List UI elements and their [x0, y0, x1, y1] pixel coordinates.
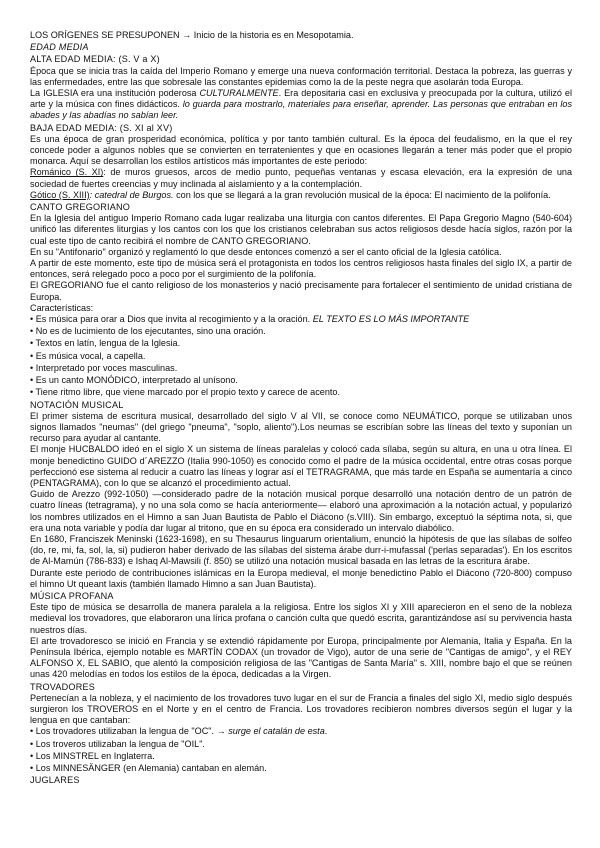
alta-paragraph-2 [30, 88, 572, 122]
caracteristicas-heading: Características: [30, 302, 94, 313]
list-item: • Los MINSTREL en Inglaterra. [30, 751, 572, 762]
trovadores-heading: TROVADORES [30, 681, 95, 692]
edad-media-heading: EDAD MEDIA [30, 42, 89, 53]
profana-paragraph-1: Este tipo de música se desarrolla de manera paralela a la religiosa. Entre los siglos XI y XIII aparecieron en el seno de la nobleza medieval los trovadores, que elaboraron una lírica profana o canción culta que quedó escrita, garantizándose así su pervivencia hasta nuestros días. [30, 602, 572, 635]
list-item: • Textos en latín, lengua de la Iglesia. [30, 338, 572, 349]
list-item-text: Es música para orar a Dios que invita al recogimiento y a la oración. [35, 314, 313, 325]
list-item-emphasis: EL TEXTO ES LO MÁS IMPORTANTE [312, 314, 470, 325]
notacion-musical-heading: NOTACIÓN MUSICAL [30, 399, 124, 410]
list-item: • Tiene ritmo libre, que viene marcado por el propio texto y carece de acento. [30, 387, 572, 398]
alta-edad-media-heading: ALTA EDAD MEDIA: (S. V a X) [30, 54, 160, 65]
list-item-period: . [324, 726, 328, 737]
juglares-heading: JUGLARES [30, 775, 80, 786]
canto-paragraph-2: En su "Antifonario" organizó y reglamentó lo que desde entonces comenzó a ser el canto oficial de la Iglesia católica. [30, 246, 502, 257]
notacion-paragraph-4: En 1680, Franciszek Meninski (1623-1698), en su Thesaurus linguarum orientalium, enunció la hipótesis de que las sílabas de solfeo (do, re, mi, fa, sol, la, si) pudieron haber derivado de las sílabas del sistema árabe durr-i-mufassal ('perlas separadas'). En los escritos de Al-Mamún (786-833) e Ishaq Al-Mawsili (f. 850) se utilizó una notación musical basada en las letras de la escritura árabe. [30, 533, 572, 567]
alta-p2-text: La IGLESIA era una institución poderosa [30, 88, 200, 99]
intro-line [30, 30, 572, 41]
canto-paragraph-1: En la Iglesia del antiguo Imperio Romano cada lugar realizaba una liturgia con cantos diferentes. El Papa Gregorio Magno (540-604) unificó las diferentes liturgias y los cantos con los que los cristianos celebraban sus actos religiosos desde hacía siglos, razón por la cual este tipo de canto recibirá el nombre de CANTO GREGORIANO. [30, 213, 572, 246]
list-item-emphasis: → surge el catalán de esta [216, 726, 325, 737]
alta-p2-text-b: . Era depositaria casi en exclusiva y preocupada por la cultura, utilizó el arte y la música con fines didácticos. [30, 88, 572, 110]
gotico-text: con los que se llegará a la gran revolución musical de la época: El nacimiento de la polifonía. [173, 189, 551, 200]
intro-text-after: Inicio de la historia es en Mesopotamia. [191, 30, 354, 40]
intro-text: LOS ORÍGENES SE PRESUPONEN [30, 30, 180, 40]
list-item-text: Los trovadores utilizaban la lengua de "OC". [35, 726, 217, 737]
baja-paragraph-1: Es una época de gran prosperidad económica, política y por tanto también cultural. Es la época del feudalismo, en la que el rey concede poder a algunos nobles que se convierten en terratenientes y que en ocasiones llegarán a tener más poder que el propio monarca. Aquí se desarrollan los estilos artísticos más importantes de este periodo: [30, 133, 572, 167]
list-item [30, 726, 572, 737]
romanico-text: : de muros gruesos, arcos de medio punto, pequeñas ventanas y escasa elevación, era la expresión de una sociedad de fuertes creencias y muy inclinada al aislamiento y a la contemplación. [30, 167, 573, 189]
gotico-paragraph [30, 190, 572, 201]
gotico-label: Gótico (S. XIII) [30, 189, 90, 200]
caracteristicas-list [30, 314, 572, 398]
alta-p2-italic-note: lo guarda para mostrarlo, materiales para enseñar, aprender. Las personas que entraban en los abades y las abadías no sabían leer. [30, 99, 573, 121]
musica-profana-heading: MÚSICA PROFANA [30, 590, 114, 601]
list-item: • Los troveros utilizaban la lengua de "OIL". [30, 739, 572, 750]
trovadores-paragraph-1: Pertenecían a la nobleza, y el nacimiento de los trovadores tuvo lugar en el sur de Francia a finales del siglo XI, medio siglo después surgieron los TROVEROS en el Norte y en el centro de Francia. Los trovadores recibieron nombres diversos según el lugar y la lengua en que cantaban: [30, 692, 572, 726]
alta-paragraph-1: Época que se inicia tras la caída del Imperio Romano y emerge una nueva conformación territorial. Destaca la pobreza, las guerras y las enfermedades, entre las que sobresale las constantes epidemias como la de la peste negra que asolarán toda Europa. [30, 65, 572, 87]
gotico-emphasis: : catedral de Burgos. [89, 189, 174, 200]
canto-paragraph-3: A partir de este momento, este tipo de música será el protagonista en todos los centros religiosos hasta finales del siglo IX, a partir de entonces, será relegado poco a poco por el surgimiento de la polifonía. [30, 258, 572, 280]
arrow-icon: → [182, 30, 192, 40]
notacion-paragraph-3: Guido de Arezzo (992-1050) —considerado padre de la notación musical porque desarrolló una notación dentro de un patrón de cuatro líneas (tetragrama), y no una sola como se hacía anteriormente— elaboró una aproximación a la notación actual, y popularizó los nombres utilizados en el Himno a san Juan Bautista de Pablo el Diácono (s.VIII). Sin embargo, exceptuó la séptima nota, si, que era una nota variable y podía dar lugar al tritono, que en su época era considerado un intervalo diabólico. [30, 489, 572, 533]
notacion-paragraph-1: El primer sistema de escritura musical, desarrollado del siglo V al VII, se conoce como NEUMÁTICO, porque se utilizaban unos signos llamados "neumas" (del griego "pneuma", "soplo, aliento").Los neumas se escribían sobre las líneas del texto y suponían un recurso para ayudar al cantante. [30, 410, 572, 444]
canto-gregoriano-heading: CANTO GREGORIANO [30, 202, 131, 213]
romanico-label: Románico (S. XI) [30, 167, 104, 178]
canto-paragraph-4: El GREGORIANO fue el canto religioso de los monasterios y nació precisamente para fortalecer el sentimiento de unidad cristiana de Europa. [30, 280, 572, 302]
notacion-paragraph-5: Durante este periodo de contribuciones islámicas en la Europa medieval, el monje benedictino Pablo el Diácono (720-800) compuso el himno Ut queant laxis (también llamado Himno a san Juan Bautista). [30, 567, 572, 589]
list-item: • Interpretado por voces masculinas. [30, 363, 572, 374]
list-item [30, 314, 572, 325]
romanico-paragraph [30, 167, 572, 189]
trovadores-list [30, 726, 572, 774]
alta-p2-emphasis: CULTURALMENTE [199, 88, 279, 99]
profana-paragraph-2: El arte trovadoresco se inició en Francia y se extendió rápidamente por Europa, principalmente por Alemania, Italia y España. En la Península Ibérica, ejemplo notable es MARTÍN CODAX (un trovador de Vigo), autor de una serie de "Cantigas de amigo", y el REY ALFONSO X, EL SABIO, que alentó la composición religiosa de las "Cantigas de Santa María" s. XIII, nombre bajo el que se reúnen unas 420 melodías en todos los estilos de la época, dedicadas a la Virgen. [30, 635, 572, 680]
baja-edad-media-heading: BAJA EDAD MEDIA: (S. XI al XV) [30, 122, 173, 133]
document-page [30, 30, 572, 786]
list-item: • Es música vocal, a capella. [30, 351, 572, 362]
list-item: • Los MINNESÄNGER (en Alemania) cantaban en alemán. [30, 763, 572, 774]
list-item: • Es un canto MONÓDICO, interpretado al unísono. [30, 375, 572, 386]
notacion-paragraph-2: El monje HUCBALDO ideó en el siglo X un sistema de líneas paralelas y colocó cada sílaba, según su altura, en una u otra línea. El monje benedictino GUIDO d´AREZZO (Italia 990-1050) es conocido como el padre de la música occidental, entre otras cosas porque perfeccionó ese sistema al reducir a cuatro las líneas y lograr así el TETRAGRAMA, que más tarde en España se aumentaría a cinco (PENTAGRAMA), con lo que se alcanzó el procedimiento actual. [30, 444, 572, 488]
list-item: • No es de lucimiento de los ejecutantes, sino una oración. [30, 326, 572, 337]
